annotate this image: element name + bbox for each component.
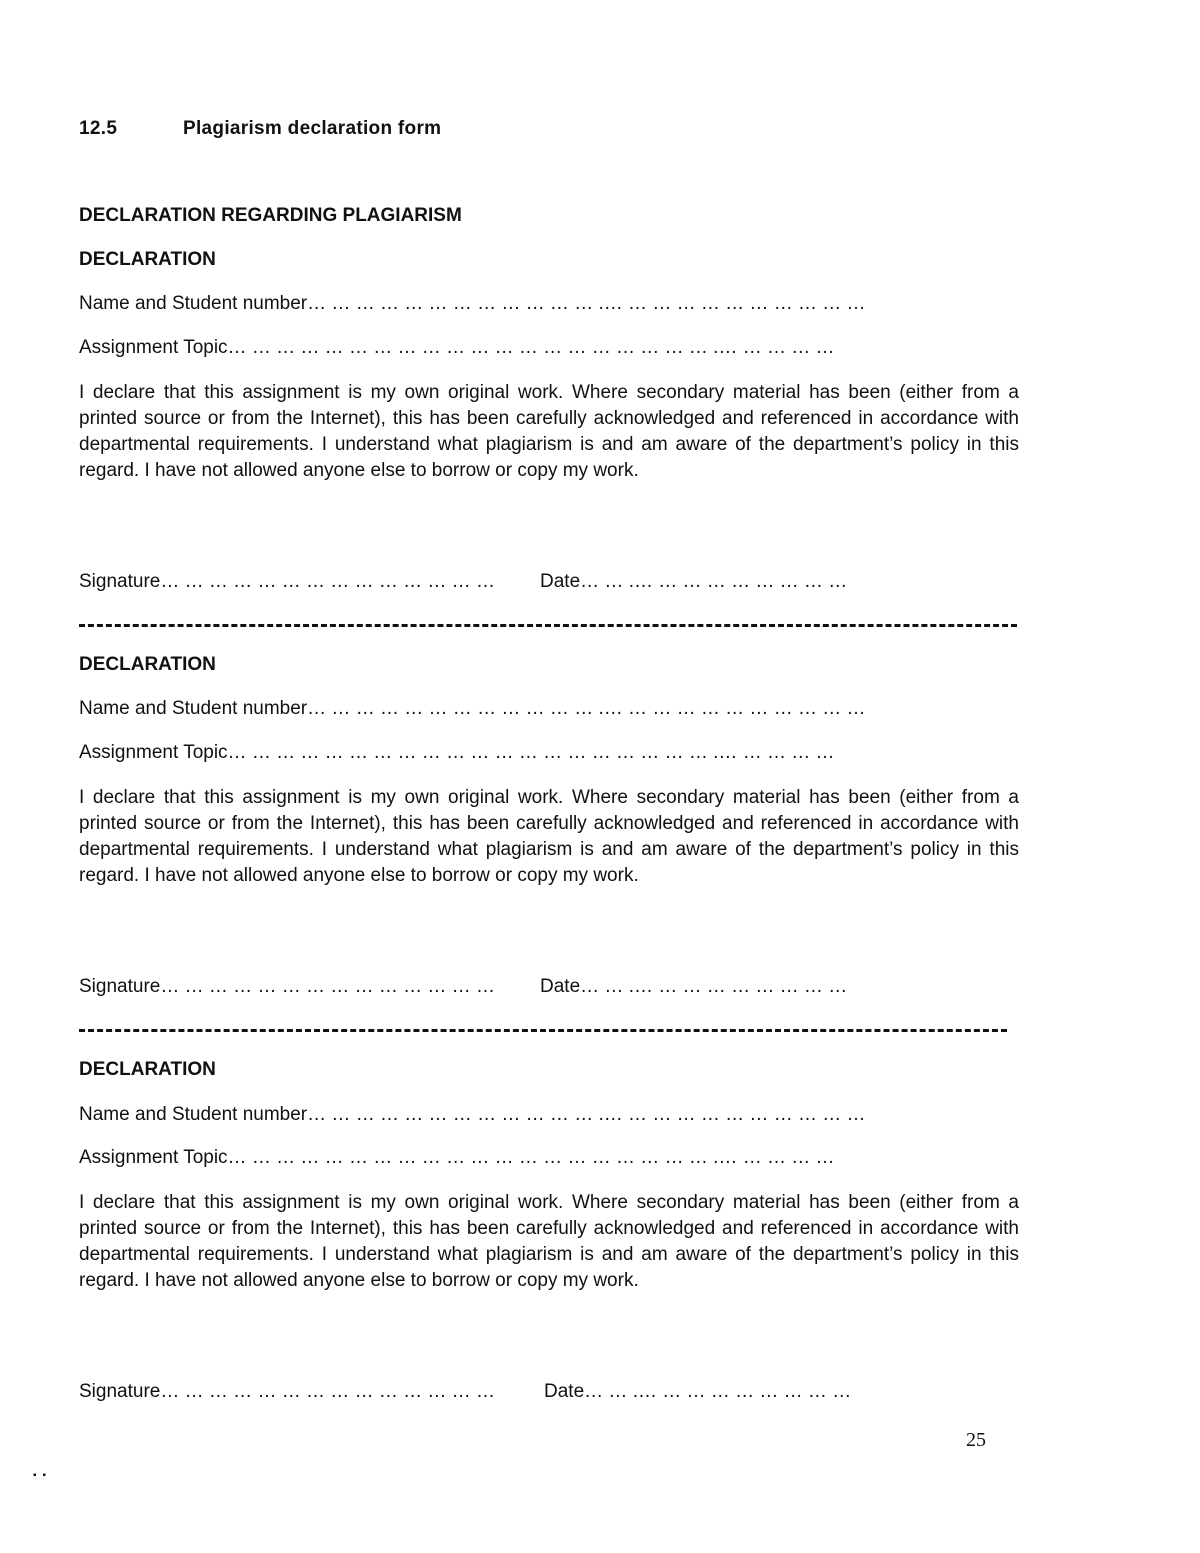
section-number: 12.5 (79, 118, 118, 139)
assignment-topic-field[interactable]: Assignment Topic… … … … … … … … … … … … … … … … … … … … .… … … … … (79, 742, 835, 763)
declaration-heading: DECLARATION (79, 654, 216, 675)
declaration-statement: I declare that this assignment is my own original work. Where secondary material has been (either from a printed source or from the Internet), this has been carefully acknowledged and referenced in accordance with departmental requirements. I understand what plagiarism is and am aware of the department’s policy in this regard. I have not allowed anyone else to borrow or copy my work. (79, 1192, 1019, 1291)
date-field[interactable]: Date… … .… … … … … … … … … (540, 976, 848, 997)
dashed-separator (79, 624, 1017, 627)
assignment-topic-field[interactable]: Assignment Topic… … … … … … … … … … … … … … … … … … … … .… … … … … (79, 337, 835, 358)
assignment-topic-field[interactable]: Assignment Topic… … … … … … … … … … … … … … … … … … … … .… … … … … (79, 1147, 835, 1168)
declaration-statement: I declare that this assignment is my own original work. Where secondary material has been (either from a printed source or from the Internet), this has been carefully acknowledged and referenced in accordance with departmental requirements. I understand what plagiarism is and am aware of the department’s policy in this regard. I have not allowed anyone else to borrow or copy my work. (79, 382, 1019, 481)
signature-field[interactable]: Signature… … … … … … … … … … … … … … (79, 571, 495, 592)
signature-field[interactable]: Signature… … … … … … … … … … … … … … (79, 1381, 495, 1402)
footer-marks: ▪▪ (33, 1470, 53, 1481)
date-field[interactable]: Date… … .… … … … … … … … … (540, 571, 848, 592)
section-title: Plagiarism declaration form (183, 118, 442, 139)
name-student-number-field[interactable]: Name and Student number… … … … … … … … … … … … .… … … … … … … … … … … (79, 1104, 866, 1125)
page-number: 25 (966, 1429, 986, 1451)
declaration-heading: DECLARATION (79, 1059, 216, 1080)
dashed-separator (79, 1029, 1007, 1032)
section-heading (79, 118, 441, 140)
name-student-number-field[interactable]: Name and Student number… … … … … … … … … … … … .… … … … … … … … … … … (79, 698, 866, 719)
declaration-heading: DECLARATION (79, 249, 216, 270)
date-field[interactable]: Date… … .… … … … … … … … … (544, 1381, 852, 1402)
page-title: DECLARATION REGARDING PLAGIARISM (79, 205, 462, 226)
signature-field[interactable]: Signature… … … … … … … … … … … … … … (79, 976, 495, 997)
name-student-number-field[interactable]: Name and Student number… … … … … … … … … … … … .… … … … … … … … … … … (79, 293, 866, 314)
declaration-statement: I declare that this assignment is my own original work. Where secondary material has been (either from a printed source or from the Internet), this has been carefully acknowledged and referenced in accordance with departmental requirements. I understand what plagiarism is and am aware of the department’s policy in this regard. I have not allowed anyone else to borrow or copy my work. (79, 787, 1019, 886)
